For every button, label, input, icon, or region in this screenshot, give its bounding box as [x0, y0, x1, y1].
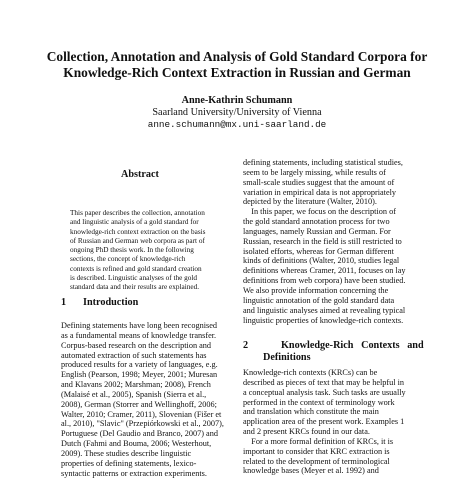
author-affiliation: Saarland University/University of Vienna [152, 107, 322, 118]
text-line: For a more formal definition of KRCs, it is [243, 436, 394, 446]
text-line: Corpus-based research on the description and [61, 340, 212, 350]
right-column-text [243, 158, 428, 325]
krc-section-text [243, 368, 428, 476]
text-line: and Klavans 2002; Marshman; 2008), French [61, 380, 211, 390]
abstract-line: contexts is refined and gold standard creation [70, 264, 202, 273]
text-line: depicted by the literature (Walter, 2010). [243, 197, 377, 207]
text-line: English (Pearson, 1998; Meyer, 2001; Muresan [61, 370, 218, 380]
text-line: small-scale studies suggest that the amount of [243, 177, 395, 187]
abstract-line: sections, the concept of knowledge-rich [70, 255, 186, 264]
text-line: application area of the present work. Examples 1 [243, 417, 405, 427]
author-email: anne.schumann@mx.uni-saarland.de [147, 119, 327, 130]
text-line: kinds of definitions (Walter, 2010, studies legal [243, 256, 400, 266]
author-name: Anne-Kathrin Schumann [181, 95, 293, 106]
text-line: Defining statements have long been recognised [61, 321, 218, 330]
section-title: Introduction [83, 297, 139, 308]
section-heading-introduction [61, 297, 231, 309]
text-line: and linguistic analyses aimed at revealing typical [243, 305, 406, 315]
text-line: Knowledge-rich contexts (KRCs) can be [243, 368, 378, 377]
section-number: 1 [61, 297, 67, 308]
text-line: linguistic properties of knowledge-rich contexts. [243, 315, 404, 325]
text-line: Portuguese (Del Gaudio and Branco, 2007) and [61, 429, 218, 439]
text-line: a conceptual analysis task. Such tasks are usually [243, 387, 406, 397]
abstract-line: of Russian and German web corpora as part of [70, 236, 205, 245]
text-line: automated extraction of such statements has [61, 350, 207, 360]
text-line: isolated efforts, whereas for German different [243, 246, 394, 256]
text-line: seem to be largely missing, while results of [243, 167, 386, 177]
text-line: We also provide information concerning the [243, 285, 389, 295]
abstract-heading: Abstract [121, 169, 159, 180]
text-line: linguistic annotation of the gold standard data [243, 295, 395, 305]
text-line: properties of defining statements, lexico- [61, 458, 197, 468]
text-line: definitions whereas Cramer, 2011, focuses on lay [243, 266, 406, 276]
text-line: variation in empirical data is not appropriately [243, 187, 397, 197]
text-line: produced results for a variety of languages, e.g. [61, 360, 218, 370]
text-line: al., 2010), "Slavic" (Przepiórkowski et al., 2007), [61, 419, 224, 429]
text-line: In this paper, we focus on the description of [243, 207, 396, 217]
text-line: definitions from web corpora) have been studied. [243, 276, 406, 286]
section-title-line: Knowledge-Rich Contexts and [281, 340, 424, 351]
abstract-line: is described. Linguistic analyses of the gold [70, 274, 198, 283]
text-line: knowledge bases (Meyer et al. 1992) and [243, 466, 379, 476]
text-line: the gold standard annotation process for two [243, 217, 390, 227]
title-line: Knowledge-Rich Context Extraction in Russian and German [63, 65, 411, 80]
text-line: syntactic patterns or extraction experiments. [61, 468, 207, 478]
text-line: performed in the context of terminology work [243, 397, 395, 407]
introduction-text [61, 321, 231, 479]
text-line: related to the development of terminological [243, 456, 390, 466]
abstract-line: knowledge-rich context extraction on the basis [70, 227, 206, 236]
abstract-line: and linguistic analysis of a gold standard for [70, 218, 199, 227]
text-line: important to consider that KRC extraction is [243, 446, 390, 456]
text-line: languages, namely Russian and German. For [243, 226, 391, 236]
text-line: defining statements, including statistical studies, [243, 158, 403, 167]
text-line: as a fundamental means of knowledge transfer. [61, 330, 217, 340]
abstract-line: ongoing PhD thesis work. In the following [70, 246, 194, 255]
abstract-line: This paper describes the collection, annotation [70, 209, 205, 217]
text-line: described as pieces of text that may be helpful in [243, 377, 405, 387]
text-line: 2008), German (Storrer and Wellinghoff, 2006; [61, 399, 217, 409]
text-line: Russian, research in the field is still restricted to [243, 236, 402, 246]
text-line: Walter, 2010; Cramer, 2011), Slovenian (Fišer et [61, 409, 222, 419]
text-line: Dutch (Fahmi and Bouma, 2006; Westerhout, [61, 439, 212, 449]
text-line: 2009). These studies describe linguistic [61, 448, 192, 458]
text-line: and 2 present KRCs found in our data. [243, 427, 370, 437]
title-line: Collection, Annotation and Analysis of Gold Standard Corpora for [46, 49, 428, 64]
text-line: and translation which constitute the main [243, 407, 379, 417]
text-line: (Malaisé et al., 2005), Spanish (Sierra et al., [61, 389, 207, 399]
abstract-line: standard data and their results are explained. [70, 283, 200, 292]
paper-title [40, 49, 434, 81]
section-number: 2 [243, 340, 249, 351]
section-title-line: Definitions [263, 352, 311, 363]
abstract-text [70, 209, 225, 293]
